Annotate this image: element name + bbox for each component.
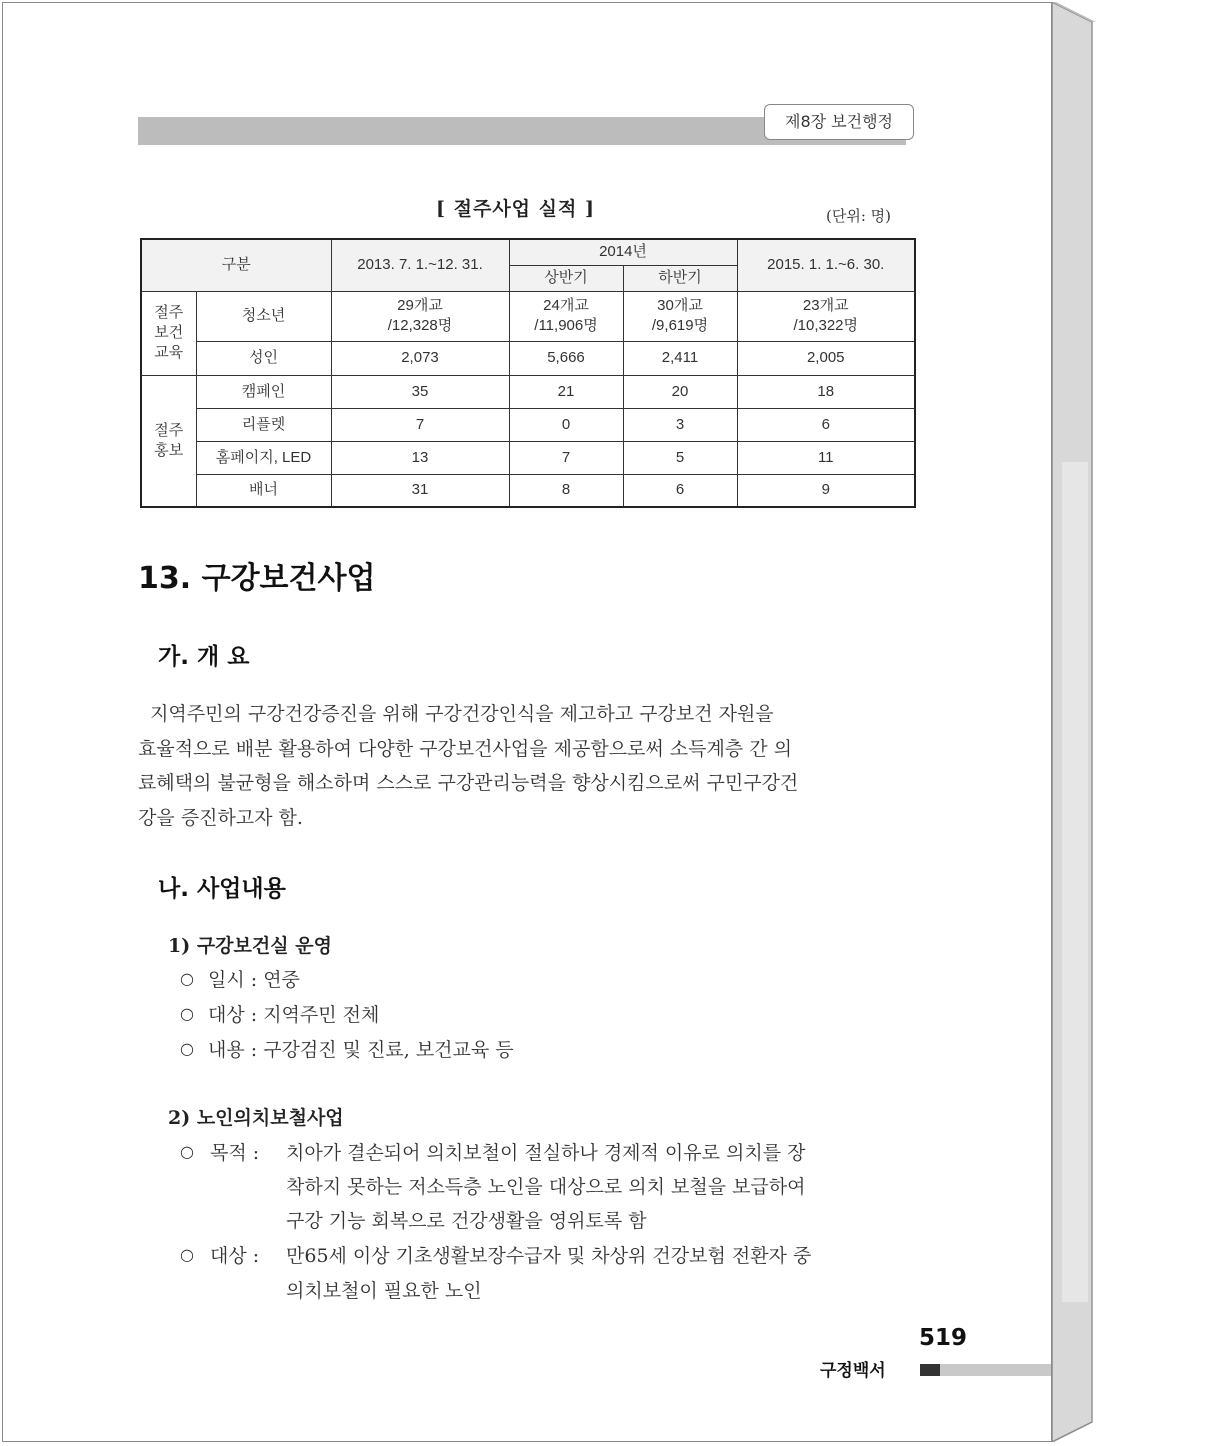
target-line: 만65세 이상 기초생활보장수급자 및 차상위 건강보험 전환자 중: [286, 1245, 812, 1267]
cell: 2,411: [623, 341, 737, 375]
cell: 29개교 /12,328명: [331, 291, 509, 341]
table-row: [141, 474, 915, 507]
purpose-label: 목적 :: [210, 1142, 260, 1164]
page-number: 519: [919, 1325, 968, 1351]
footer-bar-dark: [920, 1364, 940, 1376]
paragraph-line: 료혜택의 불균형을 해소하며 스스로 구강관리능력을 향상시킴으로써 구민구강건: [138, 772, 799, 794]
publication-title: 구정백서: [820, 1361, 886, 1381]
header-period-2015: 2015. 1. 1.~6. 30.: [737, 239, 915, 291]
cell: 0: [509, 408, 623, 441]
results-table: [140, 238, 916, 508]
overview-heading: 가. 개 요: [158, 644, 250, 670]
cell: 3: [623, 408, 737, 441]
row-label: 홈페이지, LED: [196, 441, 331, 474]
target-line: 의치보철이 필요한 노인: [286, 1280, 482, 1302]
row-label: 청소년: [196, 291, 331, 341]
table-unit: (단위: 명): [826, 207, 891, 225]
bullet: ○: [180, 1004, 194, 1023]
table-row: [141, 291, 915, 341]
cell: 20: [623, 375, 737, 408]
cell: 9: [737, 474, 915, 507]
overview-paragraph: [138, 697, 914, 835]
group-label-promotion: 절주 홍보: [141, 375, 196, 507]
cell: 31: [331, 474, 509, 507]
cell: 8: [509, 474, 623, 507]
table-row: [141, 375, 915, 408]
cell: 6: [623, 474, 737, 507]
cell: 7: [509, 441, 623, 474]
header-category: 구분: [141, 239, 331, 291]
purpose-line: 치아가 결손되어 의치보철이 절실하나 경제적 이유로 의치를 장: [286, 1142, 806, 1164]
cell: 2,005: [737, 341, 915, 375]
paragraph-line: 강을 증진하고자 함.: [138, 806, 303, 829]
content-heading: 나. 사업내용: [158, 876, 286, 902]
table-row: [141, 441, 915, 474]
bullet: ○: [180, 1039, 194, 1058]
row-label: 배너: [196, 474, 331, 507]
cell: 23개교 /10,322명: [737, 291, 915, 341]
group-label-education: 절주 보건 교육: [141, 291, 196, 375]
table-title: [ 절주사업 실적 ]: [436, 198, 595, 220]
row-label: 리플렛: [196, 408, 331, 441]
section-title: 13. 구강보건사업: [138, 561, 376, 596]
header-period-2013: 2013. 7. 1.~12. 31.: [331, 239, 509, 291]
row-label: 성인: [196, 341, 331, 375]
cell: 35: [331, 375, 509, 408]
paragraph-line: 효율적으로 배분 활용하여 다양한 구강보건사업을 제공함으로써 소득계층 간 의: [138, 737, 793, 760]
cell: 6: [737, 408, 915, 441]
paragraph-line: 지역주민의 구강건강증진을 위해 구강건강인식을 제고하고 구강보건 자원을: [138, 703, 774, 725]
book-spine: [1052, 2, 1098, 1442]
cell: 30개교 /9,619명: [623, 291, 737, 341]
cell: 13: [331, 441, 509, 474]
target-label: 대상 :: [210, 1245, 260, 1267]
header-second-half: 하반기: [623, 265, 737, 291]
cell: 21: [509, 375, 623, 408]
cell: 2,073: [331, 341, 509, 375]
table-row: [141, 408, 915, 441]
cell: 24개교 /11,906명: [509, 291, 623, 341]
bullet: ○: [180, 969, 194, 988]
cell: 18: [737, 375, 915, 408]
list-item: 일시 : 연중: [208, 969, 300, 991]
cell: 7: [331, 408, 509, 441]
row-label: 캠페인: [196, 375, 331, 408]
bullet: ○: [180, 1142, 194, 1161]
purpose-line: 구강 기능 회복으로 건강생활을 영위토록 함: [286, 1210, 647, 1232]
list-item: 내용 : 구강검진 및 진료, 보건교육 등: [208, 1039, 514, 1061]
header-first-half: 상반기: [509, 265, 623, 291]
table-row: [141, 341, 915, 375]
bullet: ○: [180, 1245, 194, 1264]
chapter-tag: 제8장 보건행정: [764, 104, 914, 140]
header-year-2014: 2014년: [509, 239, 737, 265]
cell: 5: [623, 441, 737, 474]
cell: 5,666: [509, 341, 623, 375]
subsection-title-2: 2) 노인의치보철사업: [168, 1107, 344, 1129]
footer-bar-light: [940, 1364, 1051, 1376]
cell: 11: [737, 441, 915, 474]
purpose-line: 착하지 못하는 저소득층 노인을 대상으로 의치 보철을 보급하여: [286, 1176, 806, 1198]
list-item: 대상 : 지역주민 전체: [208, 1004, 380, 1026]
subsection-title-1: 1) 구강보건실 운영: [168, 935, 332, 957]
